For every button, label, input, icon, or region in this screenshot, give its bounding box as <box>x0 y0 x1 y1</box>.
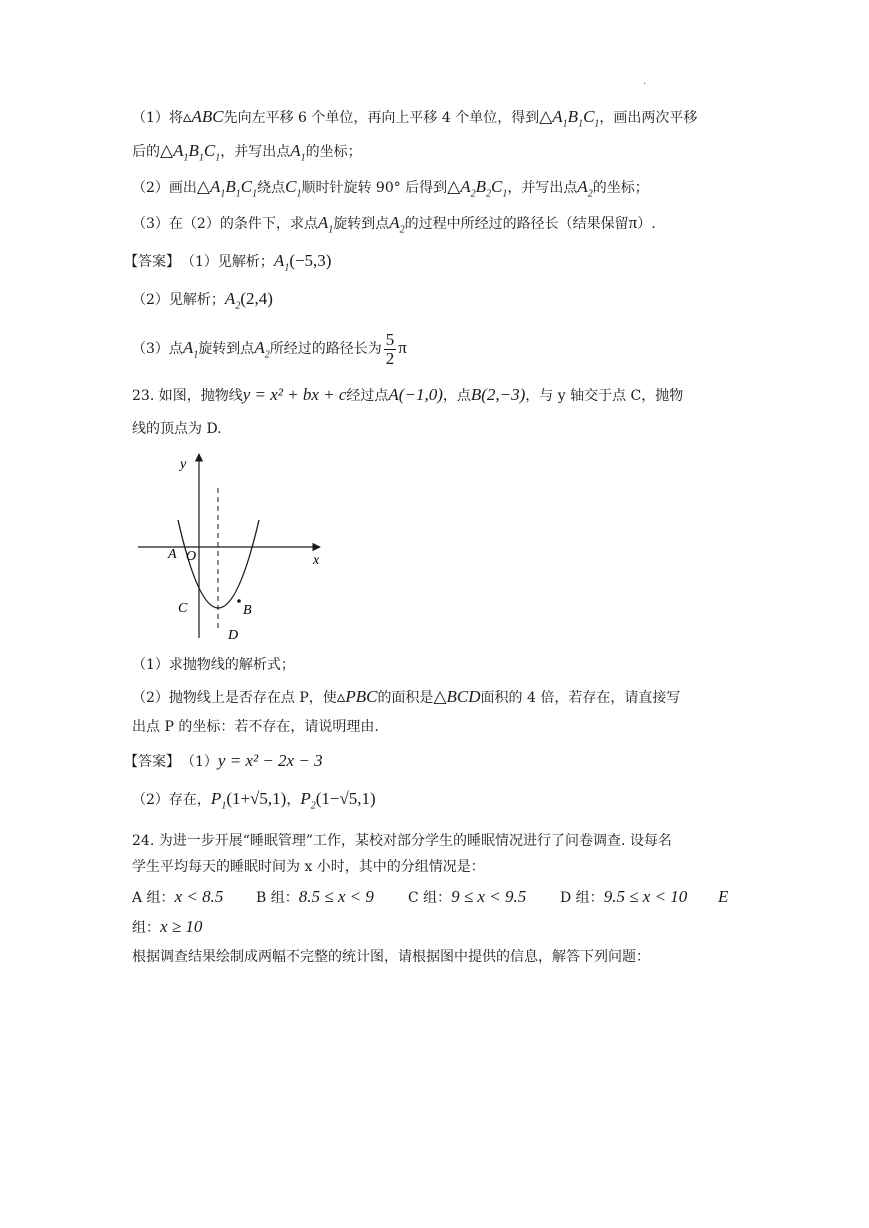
q23-answer2 <box>132 788 376 817</box>
q22-text: ）. <box>637 216 656 232</box>
point-a2: $A_2$ <box>254 338 270 361</box>
group-e-range: x ≥ 10 <box>160 917 203 936</box>
fraction-5-2 <box>384 331 397 368</box>
q22-text: 先向左平移 6 个单位，再向上平移 4 个单位，得到 <box>223 110 540 126</box>
fraction-numerator: 5 <box>385 329 395 349</box>
group-c-range: 9 ≤ x < 9.5 <box>451 887 527 906</box>
answer-coord-a2: (2,4) <box>240 289 273 308</box>
answer-point-p1: $P_1$ <box>210 789 227 812</box>
q22-text: 顺时针旋转 90° 后得到 <box>301 180 448 196</box>
q23-text: ，点 <box>442 388 471 404</box>
label-x: x <box>313 553 320 568</box>
label-a: A <box>168 547 177 562</box>
q22-text: ，画出两次平移 <box>599 110 698 126</box>
label-o: O <box>186 549 197 564</box>
q22-text: （1）见解析； <box>188 254 274 270</box>
q22-text: （3）点 <box>132 341 183 357</box>
q22-text: 绕点 <box>257 180 286 196</box>
triangle-a1b1c1: $\triangle A_1B_1C_1$ <box>196 177 258 200</box>
q23-sub2-line1 <box>132 686 680 709</box>
group-e-letter: E <box>718 887 729 906</box>
group-d-label: D 组： <box>560 890 604 906</box>
q23-text: 如图，抛物线 <box>158 388 243 404</box>
q23-text: 的面积是 <box>377 690 434 706</box>
q23-line1 <box>132 384 683 407</box>
q24-line3 <box>132 946 650 968</box>
q24-line2 <box>132 856 485 878</box>
q23-text: ， <box>286 792 301 808</box>
q24-groups <box>132 886 223 909</box>
q24-group-b <box>256 886 374 909</box>
triangle-bcd: △BCD <box>433 687 481 706</box>
q23-text: 经过点 <box>346 388 389 404</box>
answer-label: 【答案】 <box>124 754 180 770</box>
q24-group-d <box>560 886 687 909</box>
label-d: D <box>228 628 239 643</box>
triangle-a2b2c1: $\triangle A_2B_2C_1$ <box>447 177 508 200</box>
answer-label: 【答案】 <box>124 254 180 270</box>
answer-coord-p2: (1−√5,1) <box>315 789 376 808</box>
point-c1: $C_1$ <box>285 177 302 200</box>
q22-text: 旋转到点 <box>198 341 255 357</box>
group-a-range: x < 8.5 <box>174 887 224 906</box>
point-b: B(2,−3) <box>470 385 526 404</box>
parabola-equation: y = x² + bx + c <box>242 385 347 404</box>
q22-part3 <box>132 212 656 241</box>
q22-text: 旋转到点 <box>333 216 390 232</box>
q22-text: ，并写出点 <box>220 144 291 160</box>
q22-part2 <box>132 176 649 205</box>
q24-text: 学生平均每天的睡眠时间为 x 小时，其中的分组情况是： <box>132 859 485 875</box>
label-c: C <box>178 601 188 616</box>
group-d-range: 9.5 ≤ x < 10 <box>603 887 688 906</box>
answer-coord-a1: (−5,3) <box>289 251 332 270</box>
triangle-a1b1c1: $\triangle A_1B_1C_1$ <box>160 141 221 164</box>
answer-point-a2: $A_2$ <box>224 289 241 312</box>
q22-text: ，并写出点 <box>507 180 578 196</box>
point-a2: $A_2$ <box>389 213 405 236</box>
q24-line1 <box>132 830 672 852</box>
parabola-figure <box>130 448 330 648</box>
fraction-denominator: 2 <box>385 348 395 368</box>
q24-group-c <box>408 886 526 909</box>
q22-text: 的坐标； <box>305 144 362 160</box>
q24-group-e <box>132 916 202 939</box>
answer-point-p2: $P_2$ <box>300 789 316 812</box>
label-y: y <box>180 457 187 472</box>
label-b: B <box>243 603 252 618</box>
point-a1: $A_1$ <box>182 338 199 361</box>
point-a2: $A_2$ <box>577 177 593 200</box>
q23-text: （1） <box>188 754 218 770</box>
q22-text: 的坐标； <box>592 180 649 196</box>
q22-text: 的过程中所经过的路径长（结果保留 <box>404 216 629 232</box>
pi-symbol: π <box>398 338 407 357</box>
q23-text: ，与 y 轴交于点 C，抛物 <box>525 388 684 404</box>
q22-answer3 <box>132 330 407 373</box>
triangle-abc: ▵ABC <box>182 107 224 126</box>
question-number: 23. <box>132 388 155 404</box>
answer-coord-p1: (1+√5,1) <box>226 789 287 808</box>
q24-text: 根据调查结果绘制成两幅不完整的统计图，请根据图中提供的信息，解答下列问题： <box>132 949 650 965</box>
group-b-label: B 组： <box>256 890 299 906</box>
q24-group-e-head <box>718 886 728 909</box>
q22-part1-line1 <box>132 106 697 135</box>
q23-text: （2）存在， <box>132 792 211 808</box>
q22-text: 所经过的路径长为 <box>269 341 382 357</box>
q22-text: （2）见解析； <box>132 292 225 308</box>
triangle-pbc: ▵PBC <box>336 687 378 706</box>
q23-text: 线的顶点为 D. <box>132 421 222 437</box>
q22-text: （3）在（2）的条件下，求点 <box>132 216 318 232</box>
point-a1: $A_1$ <box>317 213 334 236</box>
group-b-range: 8.5 ≤ x < 9 <box>298 887 374 906</box>
pi-symbol: π <box>628 213 638 232</box>
q22-text: （2）画出 <box>132 180 197 196</box>
q22-part1-line2 <box>132 140 362 169</box>
q24-text: 为进一步开展“睡眠管理”工作，某校对部分学生的睡眠情况进行了问卷调查. 设每名 <box>158 833 672 849</box>
q22-answer1 <box>124 250 332 279</box>
q23-text: （1）求抛物线的解析式； <box>132 657 295 673</box>
group-e-label: 组： <box>132 920 160 936</box>
q23-sub1 <box>132 654 295 676</box>
question-number: 24. <box>132 833 155 849</box>
point-a1: $A_1$ <box>290 141 306 164</box>
page-dot: . <box>643 76 647 87</box>
answer-point-a1: $A_1$ <box>273 251 290 274</box>
point-a: A(−1,0) <box>388 385 443 404</box>
group-a-label: A 组： <box>132 890 175 906</box>
q23-text: （2）抛物线上是否存在点 P，使 <box>132 690 337 706</box>
q23-text: 出点 P 的坐标：若不存在，请说明理由. <box>132 719 379 735</box>
q23-sub2-line2 <box>132 716 379 738</box>
q23-answer1 <box>124 750 323 773</box>
q23-text: 面积的 4 倍，若存在，请直接写 <box>480 690 681 706</box>
q22-text: 后的 <box>132 144 160 160</box>
q23-line2 <box>132 418 222 440</box>
group-c-label: C 组： <box>408 890 452 906</box>
q22-text: （1）将 <box>132 110 183 126</box>
point-b-dot <box>237 599 241 603</box>
triangle-a1b1c1: $\triangle A_1B_1C_1$ <box>539 107 600 130</box>
answer-equation: y = x² − 2x − 3 <box>217 751 323 770</box>
q22-answer2 <box>132 288 273 317</box>
